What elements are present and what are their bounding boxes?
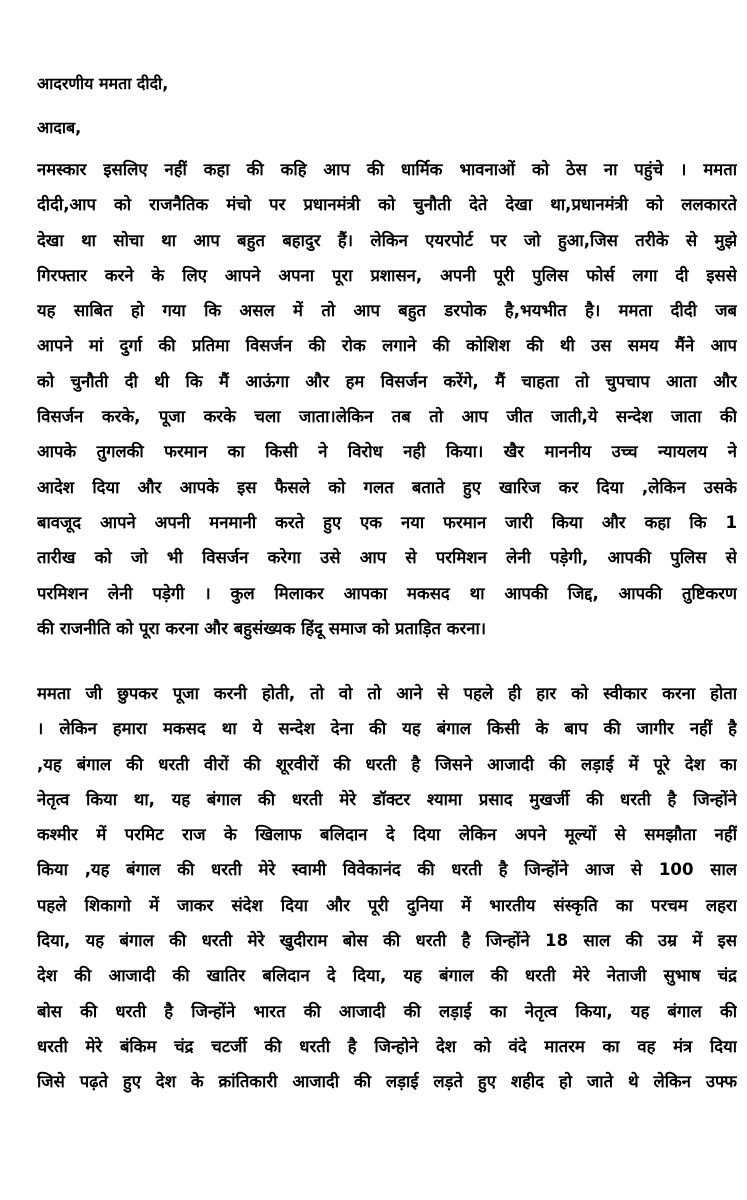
- letter-salutation: आदरणीय ममता दीदी,: [37, 74, 169, 93]
- text-line: देश की आजादी की खातिर बलिदान दे दिया, यह बंगाल की धरती मेरे नेताजी सुभाष चंद्र: [37, 966, 737, 986]
- text-line: पहले शिकागो में जाकर संदेश दिया और पूरी दुनिया में भारतीय संस्कृति का परचम लहरा: [37, 895, 737, 915]
- text-line: आपके तुगलकी फरमान का किसी ने विरोध नही किया। खैर माननीय उच्च न्यायलय ने: [37, 442, 737, 462]
- text-line: दिया, यह बंगाल की धरती मेरे खुदीराम बोस की धरती है जिन्होंने 18 साल की उम्र में इस: [37, 931, 737, 951]
- text-line: । लेकिन हमारा मकसद था ये सन्देश देना की यह बंगाल किसी के बाप की जागीर नहीं है: [37, 719, 737, 739]
- text-line: नमस्कार इसलिए नहीं कहा की कहि आप की धार्मिक भावनाओं को ठेस ना पहुंचे । ममता: [37, 160, 737, 179]
- text-line: आदेश दिया और आपके इस फैसले को गलत बताते हुए खारिज कर दिया ,लेकिन उसके: [37, 477, 737, 497]
- text-line: देखा था सोचा था आप बहुत बहादुर हैं। लेकिन एयरपोर्ट पर जो हुआ,जिस तरीके से मुझे: [37, 230, 737, 250]
- text-line: धरती मेरे बंकिम चंद्र चटर्जी की धरती है जिन्होने देश को वंदे मातरम का वह मंत्र दिया: [37, 1036, 737, 1056]
- text-line: नेतृत्व किया था, यह बंगाल की धरती मेरे डॉक्टर श्यामा प्रसाद मुखर्जी की धरती है जिन्होंने: [37, 789, 737, 809]
- paragraph-1: [37, 152, 737, 646]
- text-line: की राजनीति को पूरा करना और बहुसंख्यक हिंदू समाज को प्रताड़ित करना।: [37, 618, 487, 638]
- text-line: विसर्जन करके, पूजा करके चला जाता।लेकिन तब तो आप जीत जाती,ये सन्देश जाता की: [37, 407, 737, 427]
- text-line: आपने मां दुर्गा की प्रतिमा विसर्जन की रोक लगाने की कोशिश की थी उस समय मैंने आप: [37, 336, 737, 356]
- text-line: परमिशन लेनी पड़ेगी । कुल मिलाकर आपका मकसद था आपकी जिद्द, आपकी तुष्टिकरण: [37, 583, 737, 603]
- text-line: को चुनौती दी थी कि मैं आऊंगा और हम विसर्जन करेंगे, मैं चाहता तो चुपचाप आता और: [37, 371, 737, 391]
- text-line: ममता जी छुपकर पूजा करनी होती, तो वो तो आने से पहले ही हार को स्वीकार करना होता: [37, 684, 737, 703]
- letter-greeting: आदाब,: [37, 118, 82, 137]
- text-line: गिरफ्तार करने के लिए आपने अपना पूरा प्रशासन, अपनी पूरी पुलिस फोर्स लगा दी इससे: [37, 265, 737, 285]
- text-line: तारीख को जो भी विसर्जन करेगा उसे आप से परमिशन लेनी पड़ेगी, आपकी पुलिस से: [37, 548, 737, 568]
- text-line: कश्मीर में परमिट राज के खिलाफ बलिदान दे दिया लेकिन अपने मूल्यों से समझौता नहीं: [37, 825, 737, 845]
- text-line: दीदी,आप को राजनैतिक मंचो पर प्रधानमंत्री को चुनौती देते देखा था,प्रधानमंत्री को ललकारते: [37, 195, 737, 215]
- text-line: बोस की धरती है जिन्होंने भारत की आजादी की लड़ाई का नेतृत्व किया, यह बंगाल की: [37, 1001, 737, 1021]
- text-line: ,यह बंगाल की धरती वीरों की शूरवीरों की धरती है जिसने आजादी की लड़ाई में पूरे देश का: [37, 754, 737, 774]
- text-line: जिसे पढ़ते हुए देश के क्रांतिकारी आजादी की लड़ाई लड़ते हुए शहीद हो जाते थे लेकिन उफ्फ: [37, 1072, 737, 1092]
- text-line: यह साबित हो गया कि असल में तो आप बहुत डरपोक है,भयभीत है। ममता दीदी जब: [37, 301, 737, 321]
- paragraph-2: [37, 676, 737, 1100]
- text-line: किया ,यह बंगाल की धरती मेरे स्वामी विवेकानंद की धरती है जिन्होंने आज से 100 साल: [37, 860, 737, 880]
- text-line: बावजूद आपने अपनी मनमानी करते हुए एक नया फरमान जारी किया और कहा कि 1: [37, 512, 737, 532]
